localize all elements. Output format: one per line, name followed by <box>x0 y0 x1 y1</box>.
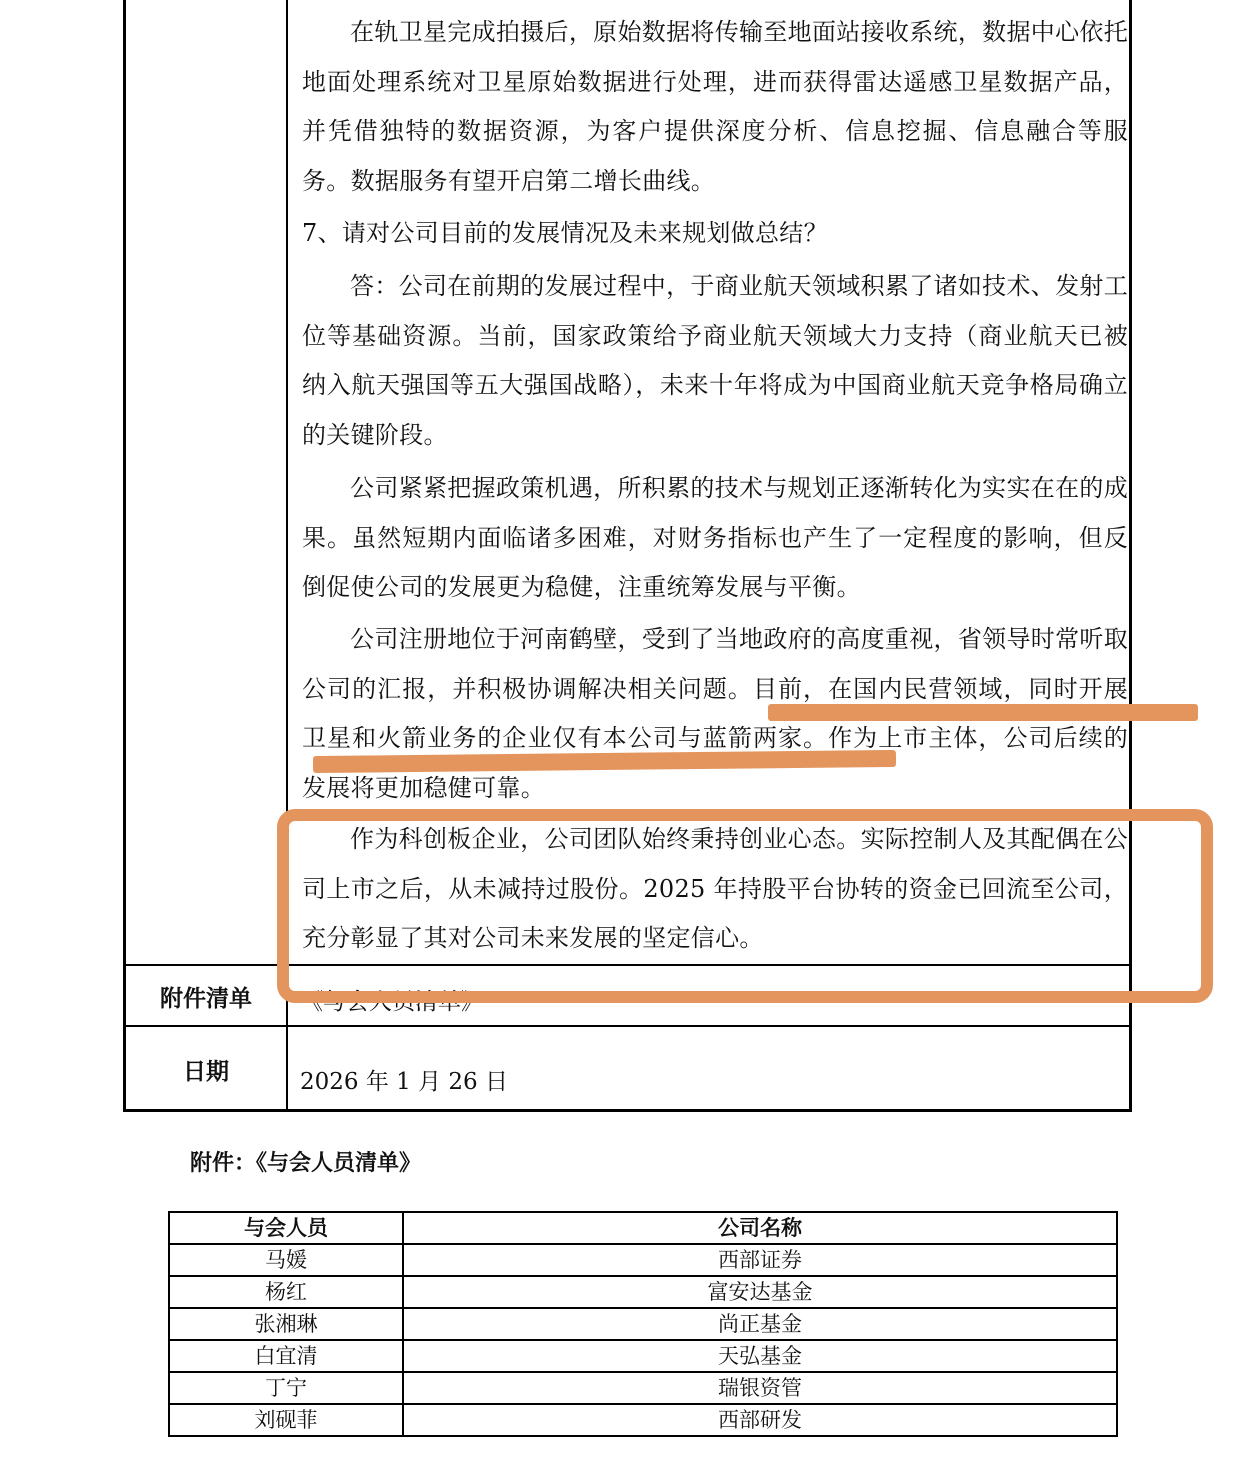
paragraph-data-service: 在轨卫星完成拍摄后，原始数据将传输至地面站接收系统，数据中心依托地面处理系统对卫星原始数据进行处理，进而获得雷达遥感卫星数据产品，并凭借独特的数据资源，为客户提供深度分析、信息挖掘、信息融合等服务。数据服务有望开启第二增长曲线。 <box>302 18 1128 195</box>
answer-paragraph-2: 公司紧紧把握政策机遇，所积累的技术与规划正逐渐转化为实实在在的成果。虽然短期内面临诸多困难，对财务指标也产生了一定程度的影响，但反倒促使公司的发展更为稳健，注重统筹发展与平衡。 <box>302 474 1128 601</box>
attendee-name: 马媛 <box>169 1244 403 1276</box>
question-7: 7、请对公司目前的发展情况及未来规划做总结？ <box>302 219 828 247</box>
attendee-name: 白宜清 <box>169 1340 403 1372</box>
attendee-name: 张湘琳 <box>169 1308 403 1340</box>
company-name: 尚正基金 <box>403 1308 1117 1340</box>
attachment-list-value: 《与会人员清单》 <box>300 989 484 1015</box>
date-label: 日期 <box>183 1059 229 1085</box>
company-name: 天弘基金 <box>403 1340 1117 1372</box>
company-name: 富安达基金 <box>403 1276 1117 1308</box>
table-row <box>169 1340 1117 1372</box>
table-left-border <box>123 0 126 1112</box>
attendee-name: 杨红 <box>169 1276 403 1308</box>
table-row-divider <box>123 1025 1132 1027</box>
answer-paragraph-3: 公司注册地位于河南鹤壁，受到了当地政府的高度重视，省领导时常听取公司的汇报，并积极协调解决相关问题。目前，在国内民营领域，同时开展卫星和火箭业务的企业仅有本公司与蓝箭两家。作为上市主体，公司后续的发展将更加稳健可靠。 <box>302 625 1128 802</box>
highlight-underline <box>768 704 1198 721</box>
table-row <box>169 1276 1117 1308</box>
table-row <box>169 1244 1117 1276</box>
highlight-box <box>277 809 1213 1003</box>
attendee-name: 刘砚菲 <box>169 1404 403 1436</box>
attendee-name: 丁宁 <box>169 1372 403 1404</box>
table-row <box>169 1308 1117 1340</box>
header-company: 公司名称 <box>403 1212 1117 1244</box>
attachment-list-label: 附件清单 <box>160 986 252 1012</box>
company-name: 西部研发 <box>403 1404 1117 1436</box>
table-row <box>169 1404 1117 1436</box>
annex-title: 附件：《与会人员清单》 <box>190 1151 422 1176</box>
table-bottom-border <box>123 1109 1132 1112</box>
company-name: 西部证券 <box>403 1244 1117 1276</box>
answer-paragraph-1: 答：公司在前期的发展过程中，于商业航天领域积累了诸如技术、发射工位等基础资源。当前，国家政策给予商业航天领域大力支持（商业航天已被纳入航天强国等五大强国战略），未来十年将成为中国商业航天竞争格局确立的关键阶段。 <box>302 272 1128 449</box>
answer-paragraph-4: 作为科创板企业，公司团队始终秉持创业心态。实际控制人及其配偶在公司上市之后，从未减持过股份。2025 年持股平台协转的资金已回流至公司，充分彰显了其对公司未来发展的坚定信心。 <box>302 825 1128 952</box>
header-attendee: 与会人员 <box>169 1212 403 1244</box>
table-header-row <box>169 1212 1117 1244</box>
table-row <box>169 1372 1117 1404</box>
attendee-table <box>168 1211 1118 1437</box>
company-name: 瑞银资管 <box>403 1372 1117 1404</box>
date-value: 2026 年 1 月 26 日 <box>300 1069 508 1095</box>
